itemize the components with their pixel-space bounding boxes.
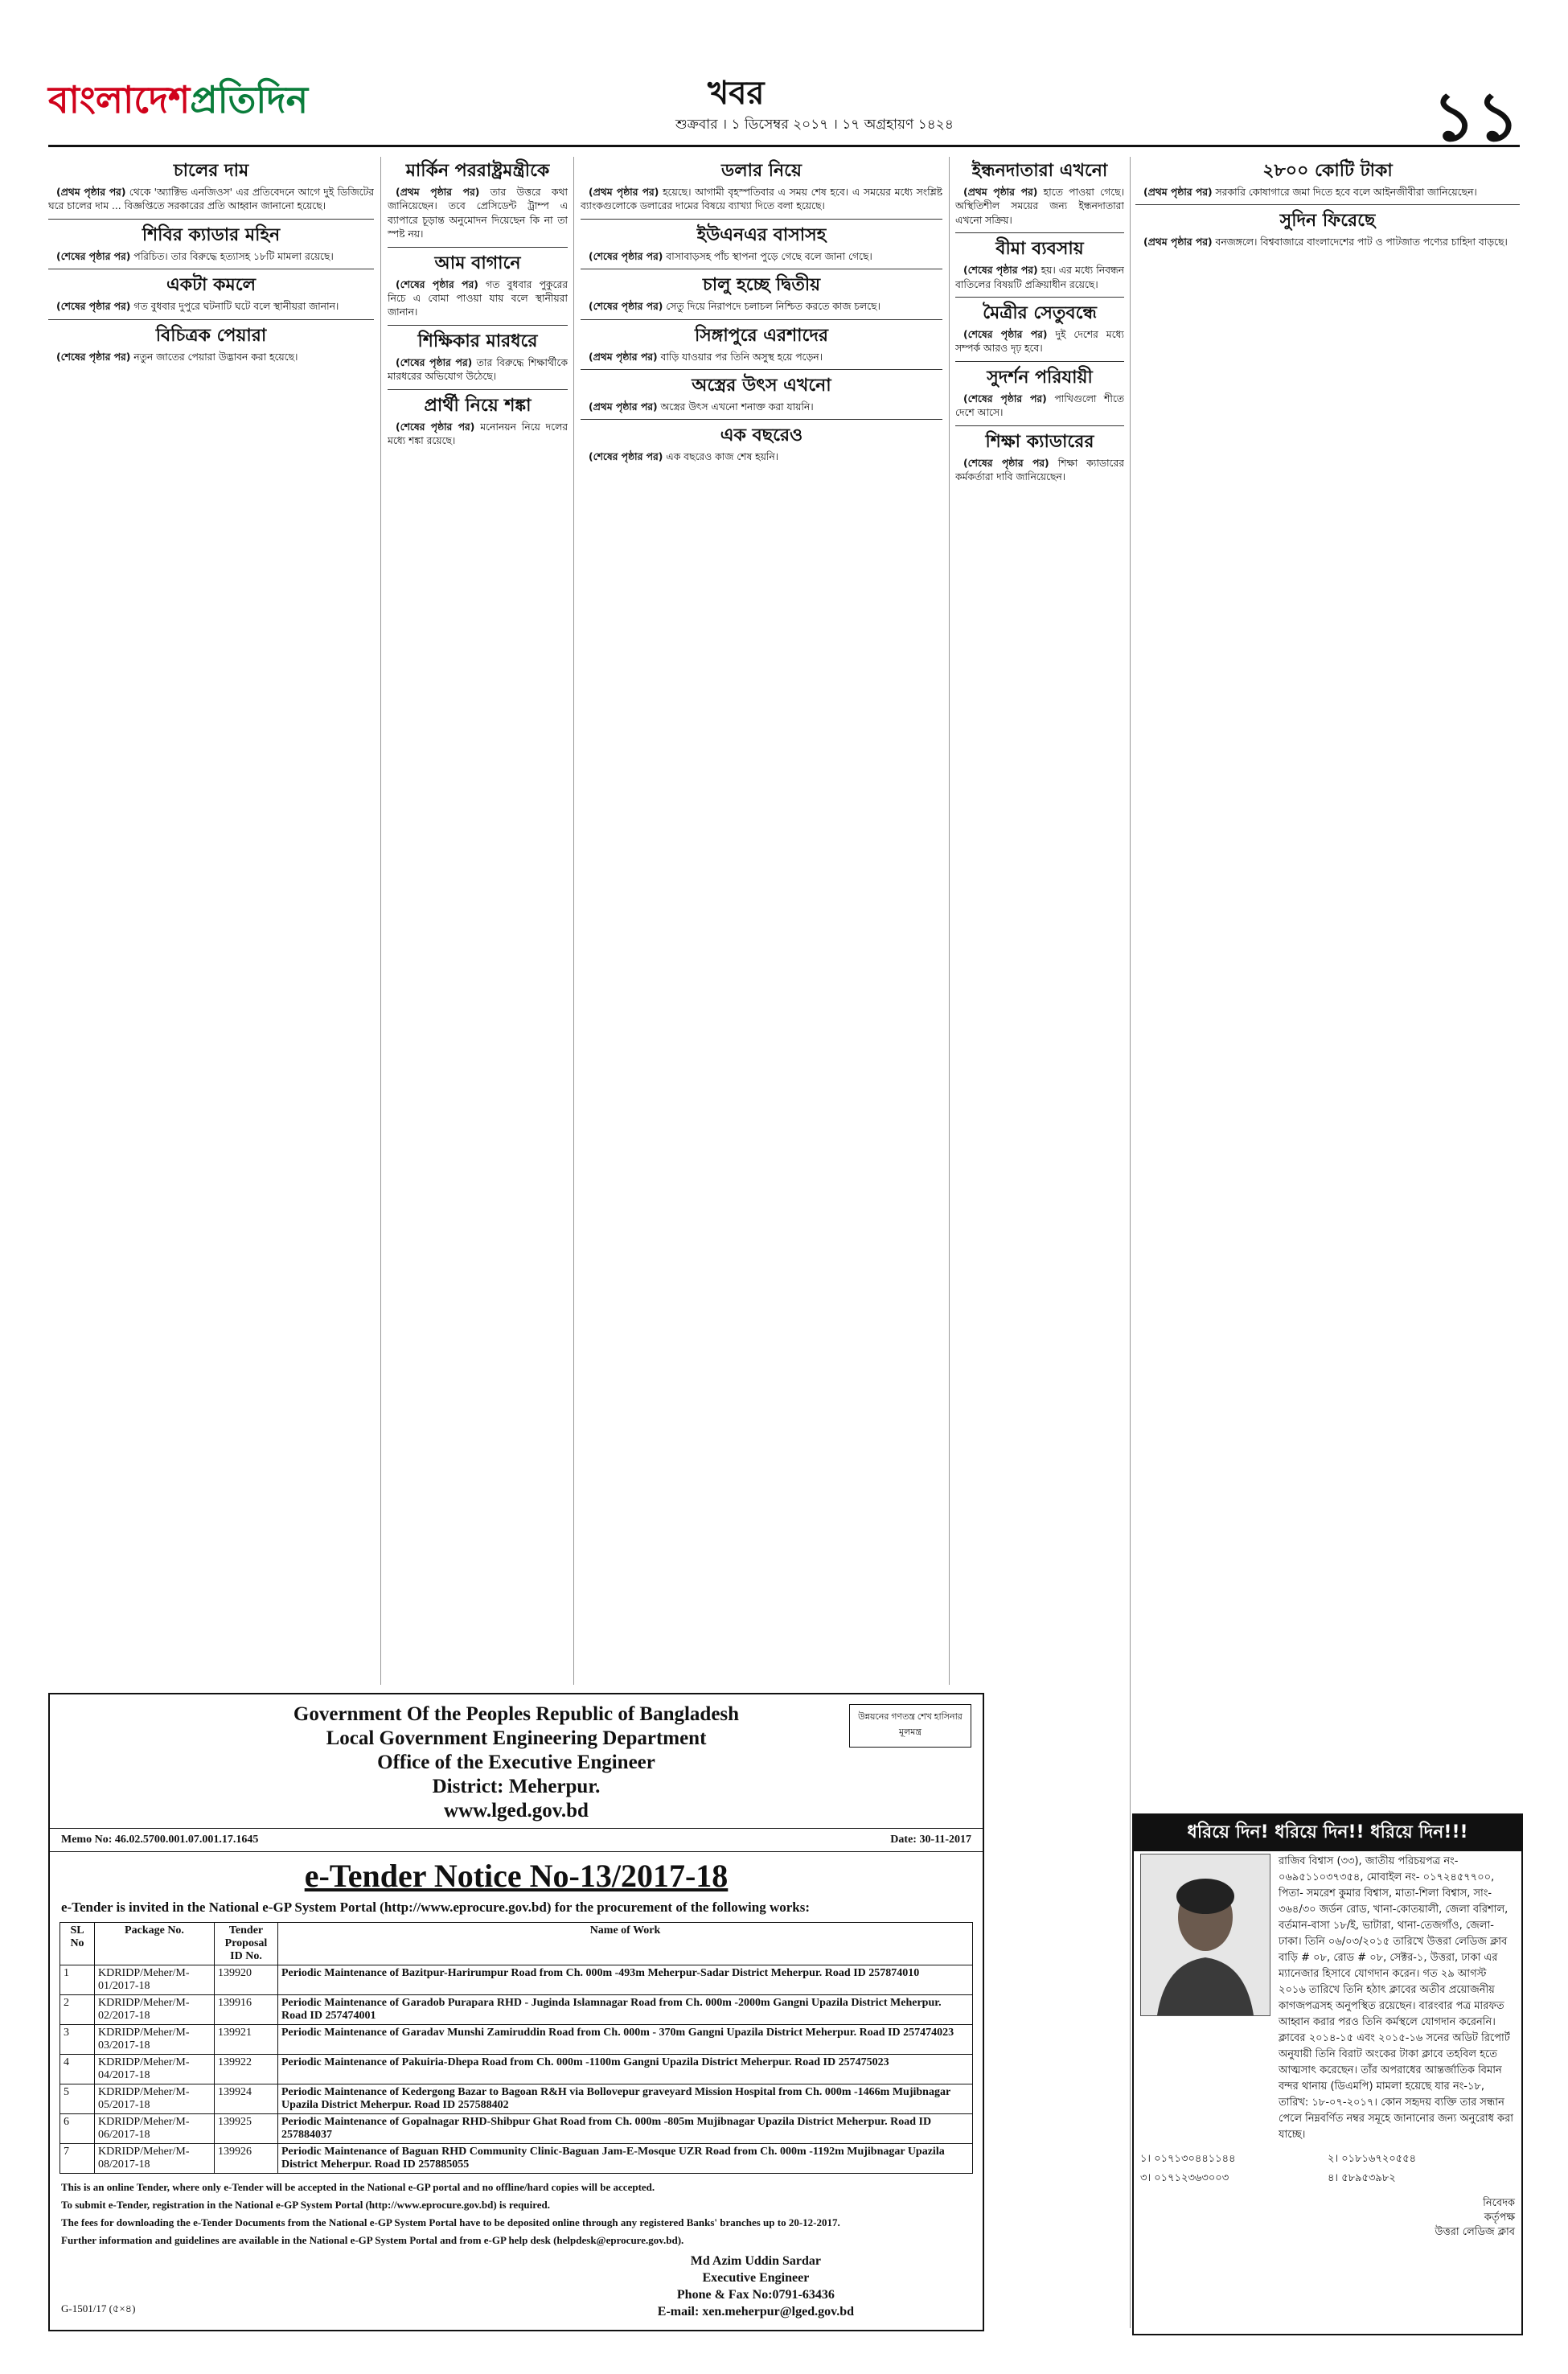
article-lead: (শেষের পৃষ্ঠার পর) (396, 278, 478, 290)
table-cell: Periodic Maintenance of Bazitpur-Harirumpur Road from Ch. 000m -493m Meherpur-Sadar District Meherpur. Road ID 257874010 (278, 1965, 973, 1995)
column-divider (949, 157, 950, 1685)
signoff-1: নিবেদক (1483, 2197, 1515, 2209)
article-lead: (শেষের পৃষ্ঠার পর) (963, 265, 1038, 277)
headline-fuel: ইন্ধনদাতারা এখনো (971, 160, 1108, 181)
table-cell: 7 (60, 2144, 95, 2174)
article-body: এক বছরেও কাজ শেষ হয়নি। (666, 451, 779, 463)
table-header: Name of Work (278, 1923, 973, 1965)
table-cell: 139916 (215, 1995, 278, 2025)
table-cell: Periodic Maintenance of Pakuiria-Dhepa Road from Ch. 000m -1100m Gangni Upazila District Meherpur. Road ID 257475023 (278, 2055, 973, 2084)
headline-osro: অস্ত্রের উৎস এখনো (692, 375, 831, 396)
article-lead: (শেষের পৃষ্ঠার পর) (56, 351, 131, 363)
column-3 (581, 157, 942, 1685)
headline-chal: চালের দাম (173, 160, 249, 181)
memo-date: Date: 30-11-2017 (890, 1834, 971, 1846)
article-lead: (শেষের পৃষ্ঠার পর) (963, 392, 1047, 405)
article-body: পাখিগুলো শীতে দেশে আসে। (955, 392, 1124, 419)
article-body: নতুন জাতের পেয়ারা উদ্ভাবন করা হয়েছে। (133, 351, 298, 363)
logo-part2: প্রতিদিন (190, 78, 309, 121)
table-cell: KDRIDP/Meher/M-05/2017-18 (95, 2084, 215, 2114)
article-lead: (শেষের পৃষ্ঠার পর) (963, 457, 1049, 469)
wanted-body: রাজিব বিশ্বাস (৩৩), জাতীয় পরিচয়পত্র নং- ০৬৯৫১১০৩৭৩৫৪, মোবাইল নং- ০১৭২৪৫৭৭০০, পিতা- সমরেশ কুমার বিশ্বাস, মাতা-শিলা বিশ্বাস, সাং- ৩৬৪/৩০ জর্ডন রোড, খানা-কোতয়ালী, জেলা বরিশাল, বর্তমান-বাসা ১৮/ই, ভাটারা, থানা-তেজগাঁও, জেলা-ঢাকা। তিনি ০৬/০৩/২০১৫ তারিখে উত্তরা লেডিজ ক্লাব বাড়ি # ০৮, রোড # ০৮, সেক্টর-১, উত্তরা, ঢাকা এর ম্যানেজার হিসাবে যোগদান করেন। গত ২৯ আগস্ট ২০১৬ তারিখে তিনি হঠাৎ ক্লাবের অতীব প্রয়োজনীয় কাগজপত্রসহ অনুপস্থিত রয়েছেন। বারংবার পত্র মারফত আহ্বান করার পরও তিনি কর্মস্থলে যোগদান করেননি। ক্লাবের ২০১৪-১৫ এবং ২০১৫-১৬ সনের অডিট রিপোর্ট অনুযায়ী তিনি বিরাট অংকের টাকা ক্লাবে তহবিল হতে আত্মসাৎ করেছেন। তাঁর অপরাধের আন্তর্জাতিক বিমান বন্দর থানায় (ডিএমপি) মামলা হয়েছে যার নং-১৮, তারিখ: ১৮-০৭-২০১৭। কোন সহৃদয় ব্যক্তি তার সন্ধান পেলে নিম্নবর্ণিত নম্বর সমূহে জানানোর জন্য অনুরোধ করা যাচ্ছে। (1279, 1855, 1514, 2141)
table-cell: 6 (60, 2114, 95, 2144)
column-4 (955, 157, 1124, 1685)
org-line-2: Local Government Engineering Department (326, 1727, 707, 1749)
article-body: তার উত্তরে কথা জানিয়েছেন। তবে প্রেসিডেন্ট ট্রাম্প এ ব্যাপারে চূড়ান্ত অনুমোদন দিয়েছেন কি না তা স্পষ্ট নয়। (388, 187, 568, 240)
article-lead: (শেষের পৃষ্ঠার পর) (396, 356, 473, 368)
table-row (60, 2144, 973, 2174)
table-cell: 4 (60, 2055, 95, 2084)
article-body: সরকারি কোষাগারে জমা দিতে হবে বলে আইনজীবীরা জানিয়েছেন। (1215, 187, 1477, 198)
table-cell: KDRIDP/Meher/M-04/2017-18 (95, 2055, 215, 2084)
article-lead: (প্রথম পৃষ্ঠার পর) (1143, 236, 1213, 248)
column-divider (573, 157, 574, 1685)
table-row (60, 1965, 973, 1995)
contact-phone: ১। ০১৭১৩০৪৪১১৪৪ (1140, 2153, 1236, 2165)
article-lead: (প্রথম পৃষ্ঠার পর) (396, 187, 480, 198)
table-cell: Periodic Maintenance of Gopalnagar RHD-Shibpur Ghat Road from Ch. 000m -805m Mujibnagar Upazila District Meherpur. Road ID 257884037 (278, 2114, 973, 2144)
signer-email: E-mail: xen.meherpur@lged.gov.bd (657, 2305, 854, 2319)
newspaper-logo (48, 72, 308, 133)
ad-code: G-1501/17 (৫×৪) (61, 2302, 136, 2314)
note-1: This is an online Tender, where only e-Tender will be accepted in the National e-GP portal and no offline/hard copies will be accepted. (61, 2181, 655, 2193)
column-divider (380, 157, 381, 1685)
notice-title: e-Tender Notice No-13/2017-18 (304, 1858, 729, 1894)
note-3: The fees for downloading the e-Tender Documents from the National e-GP System Portal have to be deposited online through any registered Banks' branches up to 20-12-2017. (61, 2216, 840, 2228)
table-cell: 139924 (215, 2084, 278, 2114)
slogan-stamp: উন্নয়নের গণতন্ত্র শেখ হাসিনার মূলমন্ত্র (849, 1704, 971, 1748)
tender-advertisement (48, 1693, 984, 2331)
article-lead: (শেষের পৃষ্ঠার পর) (56, 250, 131, 262)
table-row (60, 2025, 973, 2055)
article-body: দুই দেশের মধ্যে সম্পর্ক আরও দৃঢ় হবে। (955, 329, 1124, 355)
column-divider (1130, 157, 1131, 2328)
headline-prarthi: প্রার্থী নিয়ে শঙ্কা (424, 394, 532, 416)
table-cell: KDRIDP/Meher/M-08/2017-18 (95, 2144, 215, 2174)
article-lead: (প্রথম পৃষ্ঠার পর) (589, 187, 659, 198)
article-lead: (শেষের পৃষ্ঠার পর) (56, 301, 131, 313)
headline-cholu: চালু হচ্ছে দ্বিতীয় (702, 274, 821, 296)
signoff-2: কর্তৃপক্ষ (1484, 2212, 1515, 2224)
signature-block (658, 2253, 854, 2320)
wanted-description (1140, 1854, 1515, 2240)
dateline: শুক্রবার । ১ ডিসেম্বর ২০১৭ । ১৭ অগ্রহায়ণ ১৪২৪ (675, 117, 954, 133)
article-body: বাসাবাড়সহ পাঁচ স্থাপনা পুড়ে গেছে বলে জানা গেছে। (666, 250, 872, 262)
article-lead: (প্রথম পৃষ্ঠার পর) (589, 401, 658, 413)
signer-name: Md Azim Uddin Sardar (690, 2254, 822, 2268)
article-body: বাড়ি যাওয়ার পর তিনি অসুস্থ হয়ে পড়েন। (660, 351, 823, 363)
table-cell: KDRIDP/Meher/M-06/2017-18 (95, 2114, 215, 2144)
memo-number: Memo No: 46.02.5700.001.07.001.17.1645 (61, 1834, 259, 1846)
contact-phone: ৩। ০১৭১২৩৬৩০০৩ (1140, 2172, 1229, 2184)
headline-moitri: মৈত্রীর সেতুবন্ধে (983, 302, 1097, 324)
table-cell: 5 (60, 2084, 95, 2114)
table-row (60, 2055, 973, 2084)
article-body: পরিচিত। তার বিরুদ্ধে হত্যাসহ ১৮টি মামলা রয়েছে। (133, 250, 334, 262)
headline-sudarshan: সুদর্শন পরিযায়ী (987, 366, 1093, 388)
table-cell: 139920 (215, 1965, 278, 1995)
table-cell: 139925 (215, 2114, 278, 2144)
headline-sudin: সুদিন ফিরেছে (1279, 210, 1376, 232)
contact-phone: ২। ০১৮১৬৭২০৫৫৪ (1328, 2153, 1417, 2165)
headline-usa: মার্কিন পররাষ্ট্রমন্ত্রীকে (405, 160, 550, 181)
org-line-1: Government Of the Peoples Republic of Bangladesh (293, 1703, 740, 1725)
article-body: গত বুধবার পুকুরের নিচে এ বোমা পাওয়া যায় বলে স্থানীয়রা জানান। (388, 278, 568, 318)
article-lead: (প্রথম পৃষ্ঠার পর) (589, 351, 658, 363)
article-body: বনজঙ্গলে। বিশ্ববাজারে বাংলাদেশের পাট ও পাটজাত পণ্যের চাহিদা বাড়ছে। (1215, 236, 1508, 248)
table-cell: 139926 (215, 2144, 278, 2174)
article-lead: (শেষের পৃষ্ঠার পর) (396, 421, 475, 433)
org-website: www.lged.gov.bd (444, 1800, 589, 1822)
column-2 (388, 157, 568, 1685)
masthead (48, 64, 1520, 156)
column-5 (1135, 157, 1520, 1797)
table-row (60, 2114, 973, 2144)
article-body: হাতে পাওয়া গেছে। অস্থিতিশীল সময়ের জন্য ইন্ধনদাতারা এখনো সক্রিয়। (955, 187, 1124, 226)
table-cell: Periodic Maintenance of Garadob Purapara RHD - Juginda Islamnagar Road from Ch. 000m -2000m Gangni Upazila District Meherpur. Road ID 257474001 (278, 1995, 973, 2025)
headline-singapore: সিঙ্গাপুরে এরশাদের (694, 324, 829, 346)
column-1 (48, 157, 374, 1685)
note-4: Further information and guidelines are available in the National e-GP System Portal and from e-GP help desk (helpdesk@eprocure.gov.bd). (61, 2234, 684, 2246)
contact-phone: ৪। ৫৮৯৫৩৯৮২ (1328, 2172, 1396, 2184)
headline-peyara: বিচিত্রক পেয়ারা (155, 324, 267, 346)
note-2: To submit e-Tender, registration in the National e-GP System Portal (http://www.eprocure.gov.bd) is required. (61, 2199, 551, 2211)
table-cell: 2 (60, 1995, 95, 2025)
table-header: Tender Proposal ID No. (215, 1923, 278, 1965)
article-lead: (শেষের পৃষ্ঠার পর) (589, 301, 663, 313)
logo-part1: বাংলাদেশ (48, 78, 191, 121)
headline-shikkha: শিক্ষা ক্যাডারের (985, 430, 1094, 452)
wanted-notice (1132, 1813, 1523, 2335)
table-cell: Periodic Maintenance of Kedergong Bazar to Bagoan R&H via Bollovepur graveyard Mission Hospital from Ch. 000m -1466m Mujibnagar Upazila District Meherpur. Road ID 257588402 (278, 2084, 973, 2114)
article-body: শিক্ষা ক্যাডারের কর্মকর্তারা দাবি জানিয়েছেন। (955, 457, 1124, 483)
headline-crore: ২৮০০ কোটি টাকা (1262, 160, 1393, 181)
article-body: গত বুধবার দুপুরে ঘটনাটি ঘটে বলে স্থানীয়রা জানান। (133, 301, 339, 313)
table-row (60, 1995, 973, 2025)
section-title: খবর (708, 75, 765, 112)
headline-shibir: শিবির ক্যাডার মহিন (142, 224, 281, 245)
table-cell: Periodic Maintenance of Garadav Munshi Zamiruddin Road from Ch. 000m - 370m Gangni Upazila District Meherpur. Road ID 257474023 (278, 2025, 973, 2055)
table-cell: 139922 (215, 2055, 278, 2084)
table-row (60, 2084, 973, 2114)
headline-ekkomole: একটা কমলে (166, 274, 256, 296)
headline-ambagan: আম বাগানে (434, 252, 521, 273)
table-cell: KDRIDP/Meher/M-01/2017-18 (95, 1965, 215, 1995)
table-cell: 3 (60, 2025, 95, 2055)
table-cell: Periodic Maintenance of Baguan RHD Community Clinic-Baguan Jam-E-Mosque UZR Road from Ch. 000m -1192m Mujibnagar Upazila District Meherpur. Road ID 257885055 (278, 2144, 973, 2174)
article-body: হয়েছে। আগামী বৃহস্পতিবার এ সময় শেষ হবে। এ সময়ের মধ্যে সংশ্লিষ্ট ব্যাংকগুলোকে ডলারের দামের বিষয়ে ব্যাখ্যা দিতে বলা হয়েছে। (581, 187, 942, 212)
headline-shikkhok: শিক্ষিকার মারধরে (417, 330, 538, 351)
headline-unhcr: ইউএনএর বাসাসহ (696, 224, 827, 245)
article-body: মনোনয়ন নিয়ে দলের মধ্যে শঙ্কা রয়েছে। (388, 421, 568, 447)
article-lead: (প্রথম পৃষ্ঠার পর) (963, 187, 1038, 198)
signoff-3: উত্তরা লেডিজ ক্লাব (1435, 2226, 1515, 2238)
signer-designation: Executive Engineer (702, 2271, 810, 2285)
headline-bima: বীমা ব্যবসায় (995, 238, 1084, 260)
article-body: হয়। এর মধ্যে নিবন্ধন বাতিলের বিষয়টি প্রক্রিয়াধীন রয়েছে। (955, 265, 1124, 290)
table-cell: 1 (60, 1965, 95, 1995)
article-body: সেতু দিয়ে নিরাপদে চলাচল নিশ্চিত করতে কাজ চলছে। (666, 301, 880, 313)
tender-table (60, 1922, 973, 2174)
table-cell: 139921 (215, 2025, 278, 2055)
article-body: তার বিরুদ্ধে শিক্ষার্থীকে মারধরের অভিযোগ উঠেছে। (388, 356, 568, 383)
table-cell: KDRIDP/Meher/M-03/2017-18 (95, 2025, 215, 2055)
page-number: ১১ (1431, 76, 1520, 156)
article-lead: (শেষের পৃষ্ঠার পর) (589, 250, 663, 262)
headline-ekbochor: এক বছরেও (720, 425, 803, 446)
signer-phone: Phone & Fax No:0791-63436 (676, 2288, 835, 2302)
headline-dollar: ডলার নিয়ে (721, 160, 802, 181)
table-header: SL No (60, 1923, 95, 1965)
notice-intro: e-Tender is invited in the National e-GP System Portal (http://www.eprocure.gov.bd) for the procurement of the following works: (61, 1900, 811, 1915)
article-lead: (প্রথম পৃষ্ঠার পর) (1143, 187, 1213, 198)
wanted-header: ধরিয়ে দিন! ধরিয়ে দিন!! ধরিয়ে দিন!!! (1134, 1815, 1521, 1851)
org-line-4: District: Meherpur. (432, 1776, 601, 1797)
article-lead: (শেষের পৃষ্ঠার পর) (963, 329, 1048, 341)
article-body: অস্ত্রের উৎস এখনো শনাক্ত করা যায়নি। (660, 401, 814, 413)
table-header: Package No. (95, 1923, 215, 1965)
article-body: থেকে 'অ্যাক্টিভ এনজিওস' এর প্রতিবেদনে আগে দুই ডিজিটের ঘরে চালের দাম ... বিজ্ঞপ্তিতে সরকারের প্রতি আহ্বান জানানো হয়েছে। (48, 187, 374, 212)
article-lead: (প্রথম পৃষ্ঠার পর) (56, 187, 126, 198)
table-cell: KDRIDP/Meher/M-02/2017-18 (95, 1995, 215, 2025)
org-line-3: Office of the Executive Engineer (377, 1752, 655, 1773)
article-lead: (শেষের পৃষ্ঠার পর) (589, 451, 663, 463)
